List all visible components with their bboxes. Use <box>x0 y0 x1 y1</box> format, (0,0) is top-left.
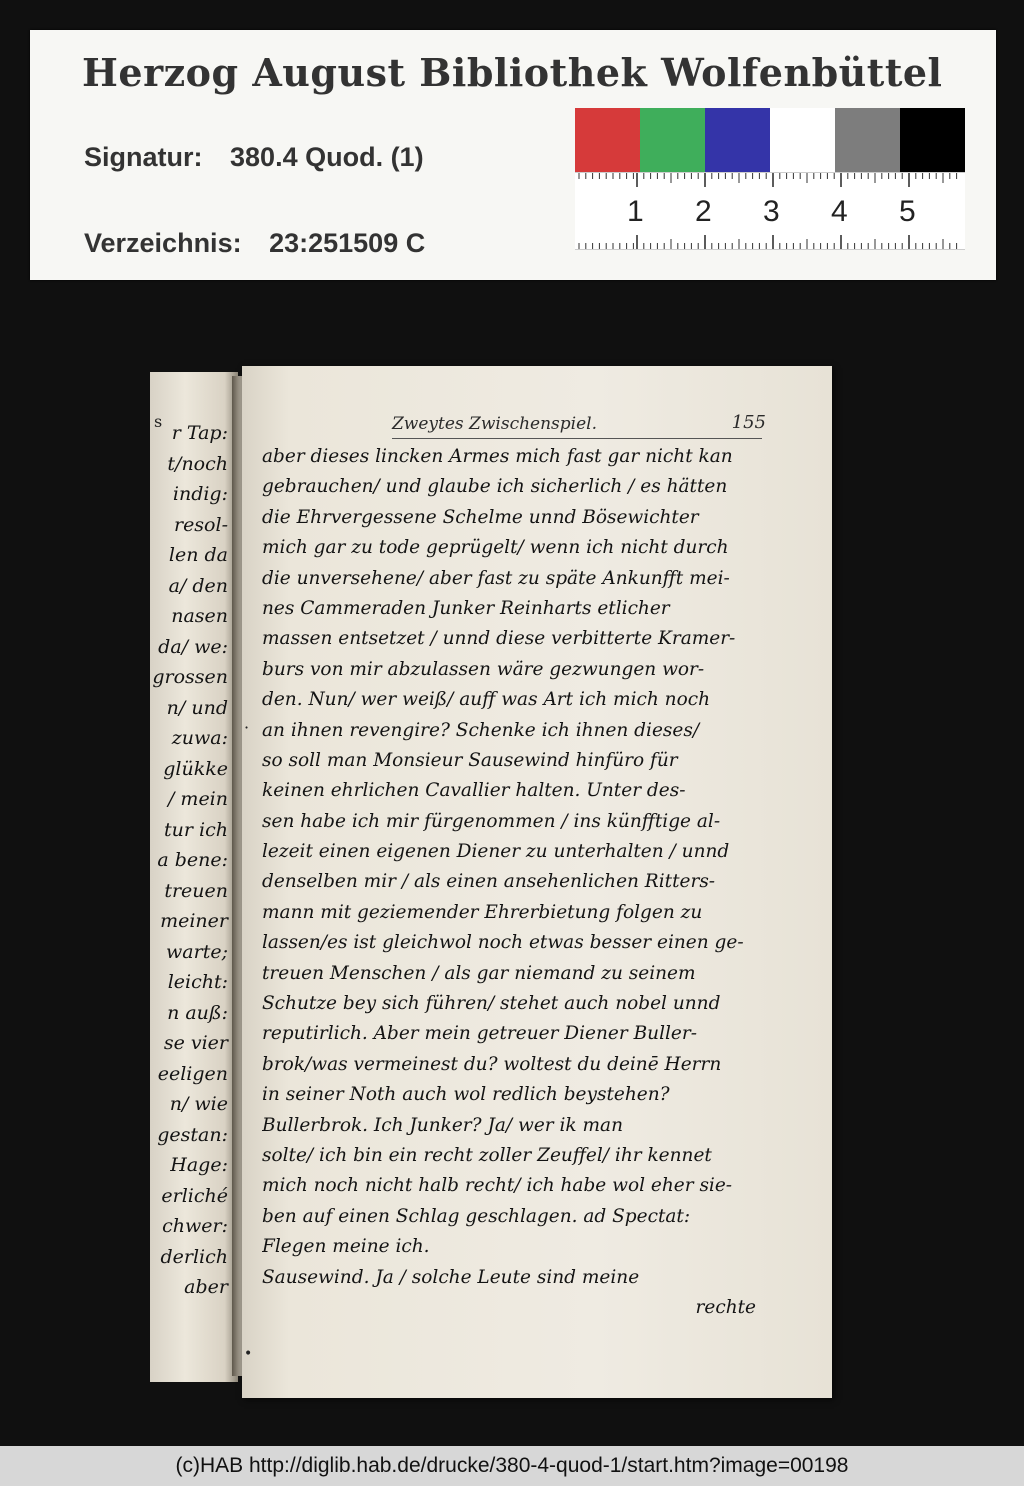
left-page-fragment: nasen <box>171 605 228 627</box>
left-page-fragment: n auß: <box>167 1001 228 1024</box>
text-line: denselben mir / als einen ansehenlichen Ritters- <box>262 871 716 893</box>
copyright-footer: (c)HAB http://diglib.hab.de/drucke/380-4-quod-1/start.htm?image=00198 <box>0 1446 1024 1486</box>
left-page-fragment: / mein <box>167 788 228 810</box>
color-swatch <box>770 108 835 172</box>
text-line: massen entsetzet / unnd diese verbitterte Kramer- <box>262 628 736 650</box>
left-page-fragment: se vier <box>163 1032 228 1054</box>
text-line: die Ehrvergessene Schelme unnd Bösewichter <box>262 506 699 528</box>
text-line: burs von mir abzulassen wäre gezwungen wor- <box>262 658 705 680</box>
color-swatch <box>835 108 900 172</box>
text-line: treuen Menschen / als gar niemand zu seinem <box>262 962 696 984</box>
library-info-card <box>30 30 996 280</box>
left-page-fragment: resol- <box>173 513 228 536</box>
text-line: nes Cammeraden Junker Reinharts etlicher <box>262 597 670 619</box>
left-page-fragment: zuwa: <box>171 727 228 749</box>
ruler-number: 3 <box>763 195 780 228</box>
text-line: keinen ehrlichen Cavallier halten. Unter des- <box>262 780 686 802</box>
text-line: den. Nun/ wer weiß/ auff was Art ich mich noch <box>262 689 710 711</box>
ruler-number: 2 <box>695 195 712 228</box>
library-title: Herzog August Bibliothek Wolfenbüttel <box>82 50 943 95</box>
left-page-fragment: warte; <box>166 940 228 963</box>
text-line: Flegen meine ich. <box>262 1236 430 1258</box>
catchword: rechte <box>695 1296 756 1318</box>
text-line: Sausewind. Ja / solche Leute sind meine <box>262 1266 640 1288</box>
color-swatch <box>705 108 770 172</box>
left-page-fragment: t/noch <box>167 452 228 475</box>
color-swatch <box>900 108 965 172</box>
left-page-fragment: a/ den <box>168 574 228 597</box>
left-page-fragment: chwer: <box>162 1215 228 1237</box>
left-page-fragment: da/ we: <box>158 635 228 658</box>
text-line: mich noch nicht halb recht/ ich habe wol eher sie- <box>262 1175 733 1197</box>
scale-ruler <box>575 172 965 250</box>
color-swatch <box>640 108 705 172</box>
head-rule <box>392 438 762 439</box>
running-head: Zweytes Zwischenspiel. <box>392 414 597 434</box>
left-page-corner-mark: s <box>154 412 163 431</box>
text-line: mann mit geziemender Ehrerbietung folgen zu <box>262 901 703 923</box>
signatur-row <box>84 142 424 173</box>
left-page-fragment: treuen <box>164 879 228 902</box>
left-page-fragment: eeligen <box>157 1062 228 1085</box>
left-page-fragment: meiner <box>160 910 228 932</box>
left-page-fragment: len da <box>168 544 228 566</box>
text-line: gebrauchen/ und glaube ich sicherlich / es hätten <box>262 476 728 498</box>
left-page-fragment: a bene: <box>157 849 228 871</box>
text-line: lassen/es ist gleichwol noch etwas besser einen ge- <box>262 932 744 954</box>
signatur-label: Signatur: <box>84 142 203 172</box>
text-line: lezeit einen eigenen Diener zu unterhalten / unnd <box>262 841 730 863</box>
color-swatch <box>575 108 640 172</box>
text-line: die unversehene/ aber fast zu späte Ankunfft mei- <box>262 567 730 589</box>
text-line: Schutze bey sich führen/ stehet auch nobel unnd <box>262 993 721 1015</box>
verzeichnis-row <box>84 228 425 259</box>
text-line: brok/was vermeinest du? woltest du deinē Herrn <box>262 1053 722 1075</box>
text-line: reputirlich. Aber mein getreuer Diener Buller- <box>262 1023 697 1045</box>
left-page-fragment: indig: <box>172 483 228 505</box>
text-line: so soll man Monsieur Sausewind hinfüro für <box>262 749 678 771</box>
text-line: an ihnen revengire? Schenke ich ihnen dieses/ <box>262 719 700 741</box>
left-page-fragment: n/ wie <box>169 1093 228 1115</box>
left-page-text-fragments <box>152 418 228 1303</box>
left-page-fragment: derlich <box>160 1245 228 1268</box>
ruler-number: 1 <box>627 195 644 228</box>
left-page <box>150 372 238 1382</box>
text-line: Bullerbrok. Ich Junker? Ja/ wer ik man <box>262 1114 624 1136</box>
left-page-fragment: glükke <box>163 757 228 780</box>
right-page <box>242 366 832 1398</box>
color-calibration-strip <box>575 108 965 172</box>
left-page-fragment: erliché <box>161 1184 228 1207</box>
left-page-fragment: aber <box>184 1276 228 1298</box>
left-page-fragment: tur ich <box>164 818 228 841</box>
left-page-fragment: r Tap: <box>171 422 228 444</box>
text-line: mich gar zu tode geprügelt/ wenn ich nicht durch <box>262 537 729 559</box>
page-text <box>262 442 762 1323</box>
left-page-fragment: grossen <box>152 666 228 688</box>
text-line: aber dieses lincken Armes mich fast gar nicht kan <box>262 446 733 467</box>
left-page-fragment: n/ und <box>166 696 228 719</box>
text-line: ben auf einen Schlag geschlagen. ad Spectat: <box>262 1205 691 1227</box>
signatur-value: 380.4 Quod. (1) <box>230 142 424 172</box>
ruler-number: 5 <box>899 195 916 228</box>
text-line: in seiner Noth auch wol redlich beystehen? <box>262 1084 670 1106</box>
left-page-fragment: gestan: <box>157 1123 228 1146</box>
verzeichnis-label: Verzeichnis: <box>84 228 242 258</box>
ruler-number: 4 <box>831 195 848 228</box>
page-number: 155 <box>731 412 766 433</box>
margin-mark: · <box>244 718 250 737</box>
left-page-fragment: leicht: <box>167 971 228 993</box>
bottom-margin-mark: • <box>244 1346 253 1362</box>
text-line: sen habe ich mir fürgenommen / ins künfftige al- <box>262 810 721 832</box>
text-line: solte/ ich bin ein recht zoller Zeuffel/ ihr kennet <box>262 1144 712 1166</box>
verzeichnis-value: 23:251509 C <box>269 228 426 258</box>
left-page-fragment: Hage: <box>170 1154 228 1176</box>
